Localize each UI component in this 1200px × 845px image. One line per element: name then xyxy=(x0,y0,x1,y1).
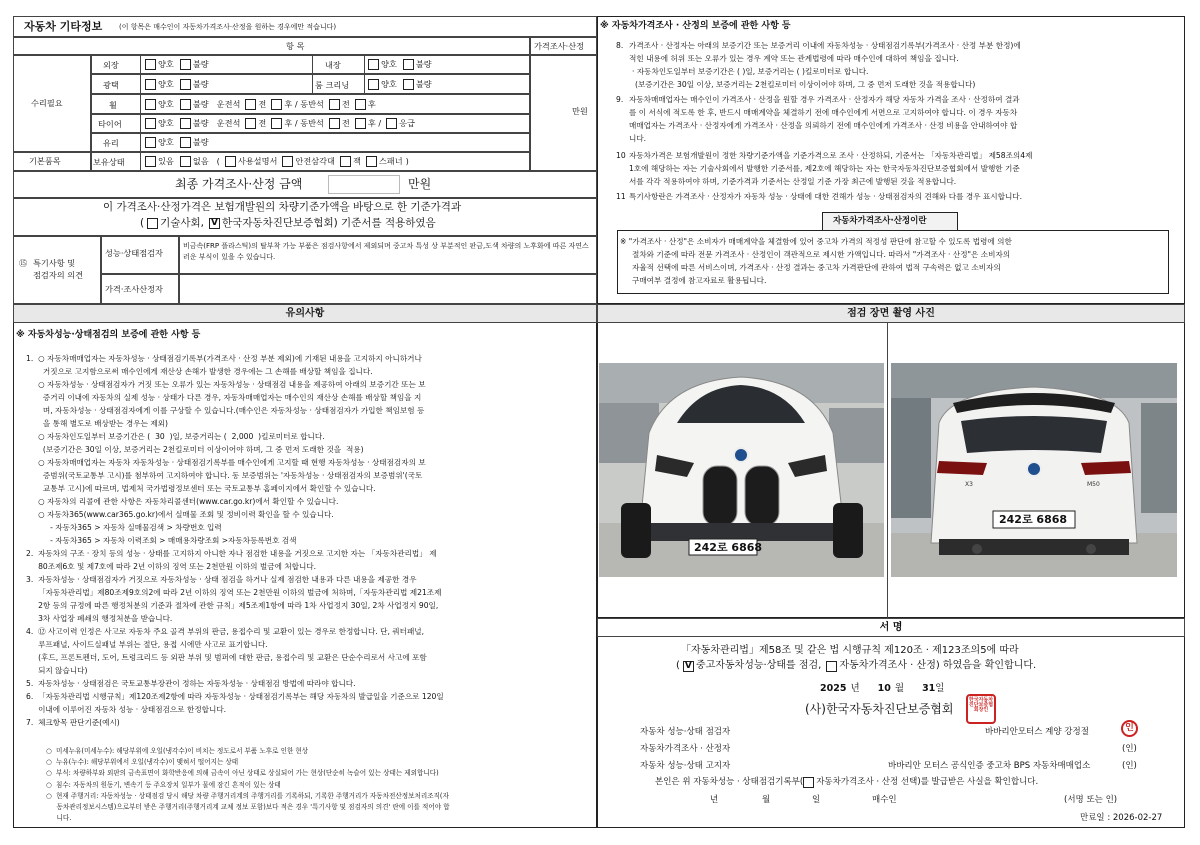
notes-line: 을 통해 별도로 배상받는 경우는 제외) xyxy=(26,419,168,428)
opt-bad-label: 불량 xyxy=(192,79,209,90)
basis-line2: ( 기술사회, V 한국자동차진단보증협회 ) 기준서를 적용하였음 xyxy=(140,217,436,229)
triangle-label: 안전삼각대 xyxy=(295,156,335,167)
opt-good-label: 양호 xyxy=(158,118,174,129)
wheel-good-checkbox[interactable] xyxy=(145,99,156,110)
opt-bad-label: 불량 xyxy=(192,137,209,148)
definition-line1: ※ "가격조사 · 산정"은 소비자가 매매계약을 체결함에 있어 중고차 가격의 적정성 판단에 참고할 수 있도록 법령에 의한 xyxy=(620,237,1012,246)
basic-group-label: 기본품목 xyxy=(29,156,61,166)
association-seal-text: 한국자동차진단보증협회장인 xyxy=(968,697,994,713)
notes-line: 1. ○ 자동차매매업자는 자동차성능 · 상태점검기록부(가격조사 · 산정 부분 제외)에 기재된 내용을 고지하지 아니하거나 xyxy=(26,354,422,363)
notes-line: 루프패널, 사이드실패널 부위는 절단, 용접 시에만 사고로 표기합니다. xyxy=(26,640,268,649)
tire-good-checkbox[interactable] xyxy=(145,118,156,129)
rear-plate: 242로 6868 xyxy=(999,513,1068,526)
receipt-price-checkbox[interactable] xyxy=(803,777,814,788)
price-seal: (인) xyxy=(1122,744,1137,754)
confirm-price-checkbox[interactable] xyxy=(826,661,837,672)
opt-bad-label: 불량 xyxy=(415,79,432,90)
perf-note-cell xyxy=(179,236,597,274)
confirm-line: ( V 중고자동차성능·상태를 점검, 자동차가격조사 · 산정) 하였음을 확인합니다. xyxy=(676,660,1037,671)
association-seal xyxy=(966,694,996,724)
item10-line2: 1호에 해당하는 자는 기술사회에서 발행한 기준서를, 제2호에 해당하는 자는 한국자동차진단보증협회에서 발행한 기준 xyxy=(629,164,1020,173)
opt-bad-label: 불량 xyxy=(192,99,209,110)
notes-body xyxy=(26,352,594,729)
expiry-date: 만료일 : 2026-02-27 xyxy=(1080,813,1163,823)
notifier-label: 자동차 성능·상태 고지자 xyxy=(640,761,731,771)
item8-line4: (보증기간은 30일 이상, 보증거리는 2천킬로미터 이상이어야 하며, 그 중 먼저 도래한 것을 적용합니다) xyxy=(635,80,976,89)
buyer-month-label: 월 xyxy=(762,795,771,805)
driver-seat-label: 운전석 xyxy=(216,118,241,129)
price-value-cell xyxy=(530,55,597,171)
notes-line: 증거리 이내에 자동차의 실제 성능 · 상태가 다른 경우, 자동차매매업자는 매수인의 재산상 손해를 배상할 책임을 지 xyxy=(26,393,422,402)
tire-options: 양호 불량 운전석 전 후 / 동반석 전 후 / 응급 xyxy=(145,118,415,129)
col-item-header xyxy=(13,37,530,55)
rear-passenger-label: 후 / 동반석 xyxy=(284,118,324,129)
item8-line1: 가격조사 · 산정자는 아래의 보증기간 또는 보증거리 이내에 자동차성능 · 상태점검기록부(가격조사 · 산정 부분 한정)에 xyxy=(629,41,1021,50)
buyer-label: 매수인 xyxy=(872,795,897,805)
special-label-cell xyxy=(13,236,101,304)
front-label: 전 xyxy=(341,118,350,129)
front-label: 전 xyxy=(258,99,267,110)
year-unit: 년 xyxy=(850,683,860,694)
notes-line: - 자동차365 > 자동차 실매물검색 > 차량번호 입력 xyxy=(26,523,222,532)
interior-label: 내장 xyxy=(325,60,341,70)
price-definition-title-box xyxy=(822,212,958,231)
confirm-performance-checkbox[interactable]: V xyxy=(683,661,694,672)
notes-line: (보증기간은 30일 이상, 보증거리는 2천킬로미터 이상이어야 하며, 그 중 먼저 도래한 것을 적용) xyxy=(26,445,364,454)
wheel-driver-front-checkbox[interactable] xyxy=(245,99,256,110)
repair-group-cell xyxy=(13,55,91,152)
notes-line: 증범위(국토교통부 고시)를 첨부하여 고지하여야 합니다. 동 보증범위는 '자동차성능 · 상태점검자의 보증범위'(국토 xyxy=(26,471,423,480)
room-clean-label: 룸 크리닝 xyxy=(315,80,350,90)
room-clean-good-checkbox[interactable] xyxy=(368,79,379,90)
wheel-passenger-rear-checkbox[interactable] xyxy=(355,99,366,110)
notes-title: ※ 자동차성능·상태점검의 보증에 관한 사항 등 xyxy=(16,330,201,340)
rear-badge: X3 xyxy=(965,481,973,488)
basis-technician-label: 기술사회, xyxy=(160,217,205,229)
tire-driver-front-checkbox[interactable] xyxy=(245,118,256,129)
buyer-day-label: 일 xyxy=(812,795,821,805)
basis-technician-checkbox[interactable] xyxy=(147,218,158,229)
front-car-photo xyxy=(599,363,884,577)
rear-passenger-label: 후 / 동반석 xyxy=(284,99,324,110)
perf-note: 비금속(FRP 플라스틱)의 탈부착 가능 부품은 점검사항에서 제외되며 중고차 특성 상 부분적인 판금,도색 차량의 노후화에 따른 자연스러운 부식이 있을 수 있습니다. xyxy=(183,242,589,261)
criteria-line: 니다. xyxy=(46,814,72,823)
item9-line1: 자동차매매업자는 매수인이 가격조사 · 산정을 원할 경우 가격조사 · 산정자가 해당 자동차 가격을 조사 · 산정하여 결과 xyxy=(629,95,1020,104)
glass-bad-checkbox[interactable] xyxy=(180,137,191,148)
tire-spare-checkbox[interactable] xyxy=(386,118,397,129)
wheel-options xyxy=(145,99,376,110)
spanner-label: 스패너 xyxy=(378,156,403,167)
wheel-bad-checkbox[interactable] xyxy=(180,99,191,110)
special-label1: 특기사항 및 xyxy=(33,258,76,268)
buyer-year-label: 년 xyxy=(710,795,719,805)
notes-line: 되지 않습니다) xyxy=(26,666,88,675)
other-info-note: (이 항목은 매수인이 자동차가격조사·산정을 원하는 경우에만 적습니다) xyxy=(119,23,337,31)
rear-model-badge: M50 xyxy=(1087,481,1100,488)
room-clean-bad-checkbox[interactable] xyxy=(403,79,414,90)
opt-good-label: 양호 xyxy=(381,79,397,90)
perf-inspector-label: 성능·상태점검자 xyxy=(105,248,163,258)
basis-association-checkbox[interactable]: V xyxy=(209,218,220,229)
tire-label: 타이어 xyxy=(98,119,122,129)
rear-label: 후 xyxy=(367,99,376,110)
room-clean-options xyxy=(368,79,432,90)
glass-options xyxy=(145,137,209,148)
perf-inspector-cell xyxy=(101,236,179,274)
interior-options xyxy=(368,59,432,70)
sign-date xyxy=(820,683,944,695)
none-label: 없음 xyxy=(192,156,209,167)
wheel-rear-checkbox[interactable] xyxy=(271,99,282,110)
photo-divider xyxy=(887,323,888,618)
definition-line4: 구매여부 결정에 참고자료로 활용됩니다. xyxy=(632,276,767,285)
price-inspector-note-cell xyxy=(179,274,597,304)
sign-day: 31 xyxy=(922,683,936,694)
final-price-unit: 만원 xyxy=(408,177,432,191)
day-unit: 일 xyxy=(935,683,945,694)
notes-line: 3. 자동차성능 · 상태점검자가 거짓으로 자동차성능 · 상태 점검을 하거나 실제 점검한 내용과 다른 내용을 제공한 경우 xyxy=(26,575,417,584)
basis-tail: ) 기준서를 적용하였음 xyxy=(333,217,436,229)
mid-divider-b xyxy=(364,55,365,94)
item10-line3: 서를 각각 적용하여야 하며, 기준가격과 기준서는 산정일 기준 가장 최근에 발행된 것을 적용합니다. xyxy=(629,177,957,186)
item9-line3: 매매업자는 가격조사 · 산정자에게 가격조사 · 산정을 의뢰하기 전에 매수인에게 가격조사 · 산정 비용을 안내하여야 합 xyxy=(629,121,1018,130)
exterior-label: 외장 xyxy=(103,60,119,70)
criteria-body xyxy=(46,746,596,824)
item8-num: 8. xyxy=(616,41,624,50)
notifier-name: 바바리안 모터스 공식인증 중고차 BPS 자동차매매업소 xyxy=(888,761,1091,771)
opt-good-label: 양호 xyxy=(158,99,174,110)
interior-good-checkbox[interactable] xyxy=(368,59,379,70)
criteria-line: ○ 누유(누수): 해당부위에서 오일(냉각수)이 맺혀서 떨어지는 상태 xyxy=(46,758,239,767)
item9-line2: 를 이 서식에 적도록 한 후, 반드시 매매계약을 체결하기 전에 매수인에게 서면으로 고지하여야 합니다. 이 경우 자동차 xyxy=(629,108,1018,117)
association-name: (사)한국자동차진단보증협회 xyxy=(805,702,954,716)
notes-line: 3차 사업장 폐쇄의 행정처분을 받습니다. xyxy=(26,614,173,623)
front-label: 전 xyxy=(341,99,350,110)
criteria-line: ○ 미세누유(미세누수): 해당부위에 오일(냉각수)이 비치는 정도로서 부품 노후로 인한 현상 xyxy=(46,747,309,755)
notes-line: 「자동차관리법」제80조제9호의2에 따라 2년 이하의 징역 또는 2천만원 이하의 벌금에 처하며,「자동차관리법 제21조제 xyxy=(26,588,442,597)
signature-header: 서 명 xyxy=(597,618,1185,637)
notes-line: 거짓으로 고지함으로써 매수인에게 재산상 손해가 발생한 경우에는 그 손해를 배상할 책임을 집니다. xyxy=(26,367,373,376)
criteria-line: ○ 부식: 차량하부와 외판의 금속표면이 화학반응에 의해 금속이 아닌 상태로 상실되어 가는 현상(단순히 녹슬어 있는 상태는 제외합니다) xyxy=(46,769,439,778)
item11-line1: 특기사항란은 가격조사 · 산정자가 자동차 성능 · 상태에 대한 견해가 성능 · 상태점검자의 견해와 다를 경우 표시합니다. xyxy=(629,192,1023,201)
spanner-checkbox[interactable] xyxy=(366,156,377,167)
special-label2: 점검자의 의견 xyxy=(33,270,84,280)
tire-bad-checkbox[interactable] xyxy=(180,118,191,129)
spare-label: 응급 xyxy=(399,118,415,129)
opt-bad-label: 불량 xyxy=(415,59,432,70)
price-label: 자동차가격조사 · 산정자 xyxy=(640,744,731,754)
confirm-price-label: 자동차가격조사 · 산정) 하였음을 확인합니다. xyxy=(839,660,1037,671)
driver-seat-label: 운전석 xyxy=(216,99,241,110)
opt-bad-label: 불량 xyxy=(192,59,209,70)
price-inspector-label: 가격·조사산정자 xyxy=(105,284,163,294)
front-label: 전 xyxy=(258,118,267,129)
other-info-title: 자동차 기타정보 xyxy=(24,20,103,33)
other-info-title-row xyxy=(13,16,597,37)
final-price-input[interactable] xyxy=(328,175,400,194)
tire-passenger-rear-checkbox[interactable] xyxy=(355,118,366,129)
final-price-label: 최종 가격조사·산정 금액 xyxy=(175,177,303,191)
notes-line: ○ 자동차의 리콜에 관한 사항은 자동차리콜센터(www.car.go.kr)에서 확인할 수 있습니다. xyxy=(26,497,339,506)
notes-line: 교통부 고시)에 따르며, 법제처 국가법령정보센터 또는 국토교통부 홈페이지에서 확인할 수 있습니다. xyxy=(26,484,376,493)
receipt-line xyxy=(655,777,1038,788)
jack-checkbox[interactable] xyxy=(340,156,351,167)
item8-line3: · 자동차인도일부터 보증기간은 ( )일, 보증거리는 ( )킬로미터로 합니다. xyxy=(632,67,869,76)
front-plate: 242로 6868 xyxy=(694,541,763,554)
possess-options: 있음 없음 ( 사용설명서 안전삼각대 잭 스패너 ) xyxy=(145,156,409,167)
wheel-passenger-front-checkbox[interactable] xyxy=(329,99,340,110)
col-item-label: 항 목 xyxy=(286,41,305,51)
rear-car-drawing xyxy=(891,363,1177,577)
glass-good-checkbox[interactable] xyxy=(145,137,156,148)
inspector-label: 자동차 성능·상태 점검자 xyxy=(640,727,731,737)
definition-line2: 절차와 기준에 따라 전문 가격조사 · 산정인이 객관적으로 제시한 가액입니다. 따라서 "가격조사 · 산정"은 소비자의 xyxy=(632,250,1011,259)
notifier-seal: (인) xyxy=(1122,761,1137,771)
notes-line: ○ 자동차인도일부터 보증기간은 ( 30 )일, 보증거리는 ( 2,000 )킬로미터로 합니다. xyxy=(26,432,325,441)
basic-group-cell xyxy=(13,152,91,171)
jack-label: 잭 xyxy=(352,156,361,167)
possess-label: 보유상태 xyxy=(93,157,125,167)
item10-line1: 자동차가격은 보험개발원이 정한 차량기준가액을 기준가격으로 조사 · 산정하되, 기준서는 「자동차관리법」 제58조의4제 xyxy=(629,151,1033,160)
item8-line2: 적힌 내용에 허위 또는 오류가 있는 경우 계약 또는 관계법령에 따라 매수인에 대하여 책임을 집니다. xyxy=(629,54,959,63)
item11-num: 11 xyxy=(616,192,626,201)
repair-group-label: 수리필요 xyxy=(31,98,63,108)
item9-num: 9. xyxy=(616,95,624,104)
notes-line: ○ 자동차성능 · 상태점검자가 거짓 또는 오류가 있는 자동차성능 · 상태점검 내용을 제공하여 아래의 보증기간 또는 보 xyxy=(26,380,426,389)
gloss-options xyxy=(145,79,209,90)
final-price-row xyxy=(13,171,597,198)
item-label-divider xyxy=(140,55,141,171)
confirm-performance-label: 중고자동차성능·상태를 점검, xyxy=(695,660,822,671)
photos-header: 점검 장면 촬영 사진 xyxy=(597,304,1185,323)
gloss-bad-checkbox[interactable] xyxy=(180,79,191,90)
notes-header: 유의사항 xyxy=(13,304,597,323)
opt-good-label: 양호 xyxy=(158,79,174,90)
possess-have-checkbox[interactable] xyxy=(145,156,156,167)
notes-line: 80조제6호 및 제7호에 따라 2년 이하의 징역 또는 2천만원 이하의 벌금에 처합니다. xyxy=(26,562,317,571)
item9-line4: 니다. xyxy=(629,134,647,143)
inspector-seal xyxy=(1121,720,1138,737)
notes-line: 5. 자동차성능 · 상태점검은 국토교통부장관이 정하는 자동차성능 · 상태점검 방법에 따라야 합니다. xyxy=(26,679,356,688)
triangle-checkbox[interactable] xyxy=(282,156,293,167)
price-inspector-cell xyxy=(101,274,179,304)
tire-passenger-front-checkbox[interactable] xyxy=(329,118,340,129)
item10-num: 10 xyxy=(616,151,626,160)
opt-good-label: 양호 xyxy=(158,137,174,148)
notes-line: 4. ⑫ 사고이력 인정은 사고로 자동차 주요 골격 부위의 판금, 용접수리 및 교환이 있는 경우로 한정합니다. 단, 쿼터패널, xyxy=(26,627,425,636)
possess-none-checkbox[interactable] xyxy=(180,156,191,167)
notes-line: ○ 자동차매매업자는 자동차 자동차성능 · 상태점검기록부를 매수인에게 고지할 때 현행 자동차성능 · 상태점검자의 보 xyxy=(26,458,426,467)
price-value: 만원 xyxy=(572,106,588,116)
notes-line: 이내에 이루어진 자동차 성능 · 상태점검으로 한정합니다. xyxy=(26,705,227,714)
receipt-pre: 본인은 위 자동차성능 · 상태점검기록부( xyxy=(655,777,804,788)
notes-line: 2. 자동차의 구조 · 장치 등의 성능 · 상태를 고지하지 아니한 자나 점검한 내용을 거짓으로 고지한 자는 「자동차관리법」 제 xyxy=(26,549,437,558)
sign-month: 10 xyxy=(877,683,891,694)
exterior-bad-checkbox[interactable] xyxy=(180,59,191,70)
basis-line1: 이 가격조사·산정가격은 보험개발원의 차량기준가액을 바탕으로 한 기준가격과 xyxy=(103,201,462,213)
special-no: ⑮ xyxy=(19,258,28,268)
basis-association-label: 한국자동차진단보증협회 xyxy=(222,217,334,229)
inspector-name: 바바리안모터스 계양 강정절 xyxy=(985,727,1089,737)
notes-line: ○ 자동차365(www.car365.go.kr)에서 실매물 조회 및 정비이력 확인을 할 수 있습니다. xyxy=(26,510,334,519)
exterior-options xyxy=(145,59,209,70)
col-price-label: 가격조사·산정 xyxy=(534,41,585,51)
buyer-sign-label: (서명 또는 인) xyxy=(1064,795,1118,805)
opt-good-label: 양호 xyxy=(381,59,397,70)
rear-car-photo xyxy=(891,363,1177,577)
criteria-line: 동차관리정보시스템)으로부터 받은 주행거리(주행거리계 교체 정보 포함)보다 적은 경우 '특기사항 및 점검자의 의견' 란에 이를 적어야 합 xyxy=(46,802,450,811)
opt-good-label: 양호 xyxy=(158,59,174,70)
rear-label: 후 xyxy=(367,118,376,129)
col-price-header xyxy=(530,37,597,55)
criteria-line: ○ 침수: 자동차의 원동기, 변속기 등 주요장치 일부가 물에 잠긴 흔적이 있는 상태 xyxy=(46,780,281,789)
notes-line: 6. 「자동차관리법 시행규칙」제120조제2항에 따라 자동차성능 · 상태점검기록부는 해당 자동차의 발급일을 기준으로 120일 xyxy=(26,692,444,701)
criteria-line: ○ 현재 주행거리: 자동차성능 · 상태점검 당시 해당 차량 주행거리계의 주행거리를 기록하되, 기록한 주행거리가 자동차전산정보처리조직(자 xyxy=(46,791,449,800)
definition-line3: 자율적 선택에 따른 서비스이며, 가격조사 · 산정 결과는 중고차 가격판단에 관하여 법적 구속력은 없고 소비자의 xyxy=(632,263,1001,272)
notes-line: 며, 자동차성능 · 상태점검자에게 이를 구상할 수 있습니다.(매수인은 자동차성능 · 상태점검자가 가입한 책임보험 등 xyxy=(26,406,425,415)
law-line: 「자동차관리법」제58조 및 같은 법 시행규칙 제120조 · 제123조의5에 따라 xyxy=(681,645,1019,656)
mid-divider-a xyxy=(312,55,313,94)
inspector-seal-text: 인 xyxy=(1125,723,1134,733)
notes-line: (후드, 프론트펜더, 도어, 트렁크리드 등 외판 부위 및 범퍼에 대한 판금, 용접수리 및 교환은 단순수리로서 사고에 포함 xyxy=(26,653,427,662)
opt-bad-label: 불량 xyxy=(192,118,209,129)
notes-line: 7. 체크항목 판단기준(예시) xyxy=(26,718,120,727)
tire-rear-checkbox[interactable] xyxy=(271,118,282,129)
sign-year: 2025 xyxy=(820,683,847,694)
receipt-post: 자동차가격조사 · 산정 선택)를 발급받은 사실을 확인합니다. xyxy=(816,777,1039,788)
wheel-label: 휠 xyxy=(109,100,117,110)
interior-bad-checkbox[interactable] xyxy=(403,59,414,70)
manual-checkbox[interactable] xyxy=(225,156,236,167)
notes-line: 2항 등의 규정에 따른 행정처분의 기준과 절차에 관한 규칙」제5조제1항에 따라 1차 사업정지 30일, 2차 사업정지 90일, xyxy=(26,601,439,610)
notes-line: - 자동차365 > 자동차 이력조회 > 매매용차량조회 >자동차등록번호 검색 xyxy=(26,536,297,545)
price-guarantee-title: ※ 자동차가격조사 · 산정의 보증에 관한 사항 등 xyxy=(600,21,791,31)
price-definition-title: 자동차가격조사·산정이란 xyxy=(833,216,927,226)
glass-label: 유리 xyxy=(103,138,119,148)
month-unit: 월 xyxy=(894,683,905,694)
exterior-good-checkbox[interactable] xyxy=(145,59,156,70)
gloss-label: 광택 xyxy=(103,80,119,90)
manual-label: 사용설명서 xyxy=(237,156,278,167)
have-label: 있음 xyxy=(158,156,174,167)
gloss-good-checkbox[interactable] xyxy=(145,79,156,90)
